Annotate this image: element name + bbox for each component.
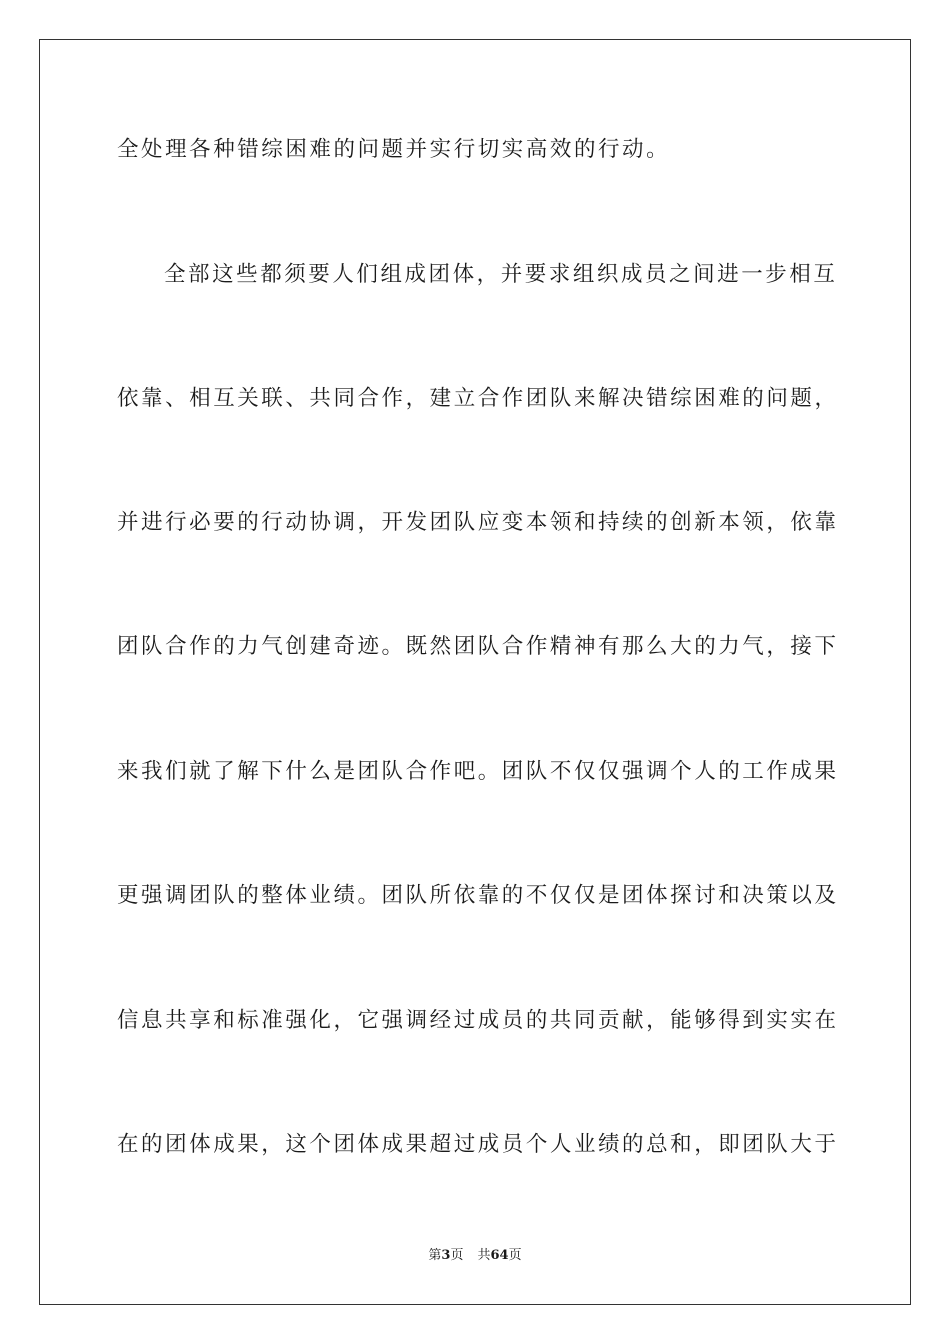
- paragraph-line: 更强调团队的整体业绩。团队所依靠的不仅仅是团体探讨和决策以及: [117, 883, 839, 908]
- paragraph-line: 来我们就了解下什么是团队合作吧。团队不仅仅强调个人的工作成果: [117, 759, 839, 784]
- page-prefix: 第: [428, 1248, 442, 1263]
- current-page-number: 3: [441, 1248, 451, 1263]
- total-suffix: 页: [508, 1248, 522, 1263]
- paragraph-line: 团队合作的力气创建奇迹。既然团队合作精神有那么大的力气，接下: [117, 634, 839, 659]
- total-prefix: 共: [477, 1248, 491, 1263]
- total-page-count: 64: [490, 1248, 509, 1263]
- paragraph-line: 在的团体成果，这个团体成果超过成员个人业绩的总和，即团队大于: [117, 1132, 839, 1157]
- paragraph-line: 全处理各种错综困难的问题并实行切实高效的行动。: [117, 137, 671, 162]
- paragraph-line: 并进行必要的行动协调，开发团队应变本领和持续的创新本领，依靠: [117, 510, 839, 535]
- page-footer: [0, 1247, 950, 1265]
- paragraph-line: 信息共享和标准强化，它强调经过成员的共同贡献，能够得到实实在: [117, 1008, 839, 1033]
- paragraph-line: 全部这些都须要人们组成团体，并要求组织成员之间进一步相互: [164, 262, 838, 287]
- paragraph-line: 依靠、相互关联、共同合作，建立合作团队来解决错综困难的问题，: [117, 386, 839, 411]
- page-border: [39, 39, 911, 1305]
- page-suffix: 页: [450, 1248, 464, 1263]
